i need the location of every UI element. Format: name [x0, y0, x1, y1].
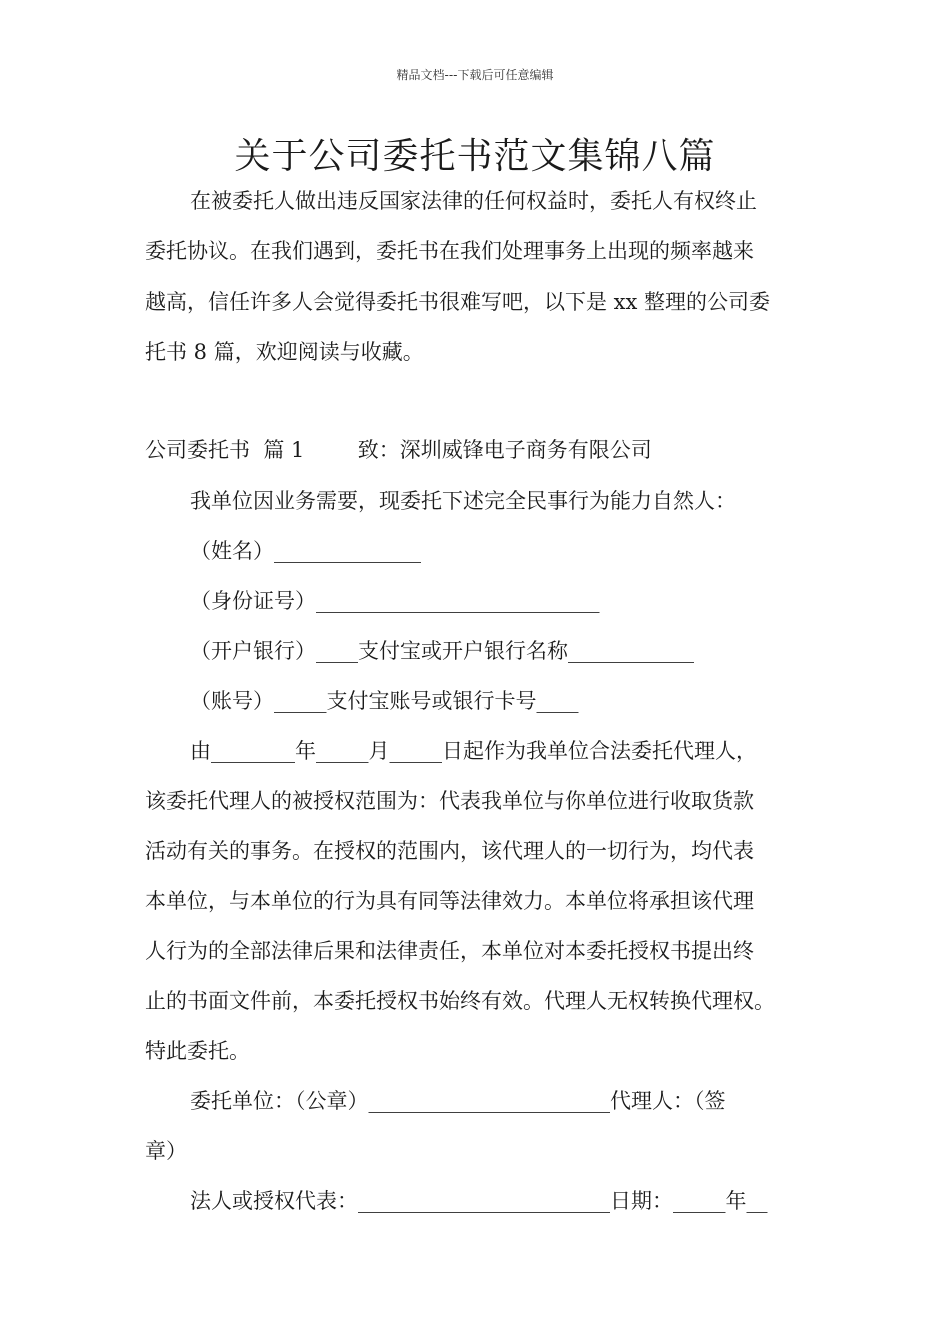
bank-field: （开户银行）____支付宝或开户银行名称____________	[190, 639, 694, 663]
body-line-7: 特此委托。	[145, 1039, 250, 1063]
intro-line-4: 托书 8 篇，欢迎阅读与收藏。	[145, 340, 424, 364]
statement-line: 我单位因业务需要，现委托下述完全民事行为能力自然人：	[190, 489, 736, 513]
id-number-field: （身份证号）___________________________	[190, 589, 600, 613]
intro-line-2: 委托协议。在我们遇到，委托书在我们处理事务上出现的频率越来	[145, 239, 754, 263]
body-line-4: 本单位，与本单位的行为具有同等法律效力。本单位将承担该代理	[145, 889, 754, 913]
body-line-6: 止的书面文件前，本委托授权书始终有效。代理人无权转换代理权。	[145, 989, 775, 1013]
body-line-5: 人行为的全部法律后果和法律责任，本单位对本委托授权书提出终	[145, 939, 754, 963]
section-heading: 公司委托书 篇 1 致：深圳威锋电子商务有限公司	[145, 438, 652, 462]
document-title: 关于公司委托书范文集锦八篇	[234, 136, 716, 177]
signature-line-1-cont: 章）	[145, 1139, 187, 1163]
intro-line-3: 越高，信任许多人会觉得委托书很难写吧，以下是 xx 整理的公司委	[145, 290, 771, 314]
intro-line-1: 在被委托人做出违反国家法律的任何权益时，委托人有权终止	[190, 189, 757, 213]
body-line-3: 活动有关的事务。在授权的范围内，该代理人的一切行为，均代表	[145, 839, 754, 863]
header-note: 精品文档---下载后可任意编辑	[396, 68, 554, 82]
name-field: （姓名）______________	[190, 539, 421, 563]
signature-line-1: 委托单位：（公章）_______________________代理人：（签	[190, 1089, 726, 1113]
signature-line-2: 法人或授权代表：________________________日期：_____年__	[190, 1189, 768, 1213]
account-field: （账号）_____支付宝账号或银行卡号____	[190, 689, 579, 713]
body-line-2: 该委托代理人的被授权范围为：代表我单位与你单位进行收取货款	[145, 789, 754, 813]
body-line-1: 由________年_____月_____日起作为我单位合法委托代理人，	[190, 739, 757, 763]
